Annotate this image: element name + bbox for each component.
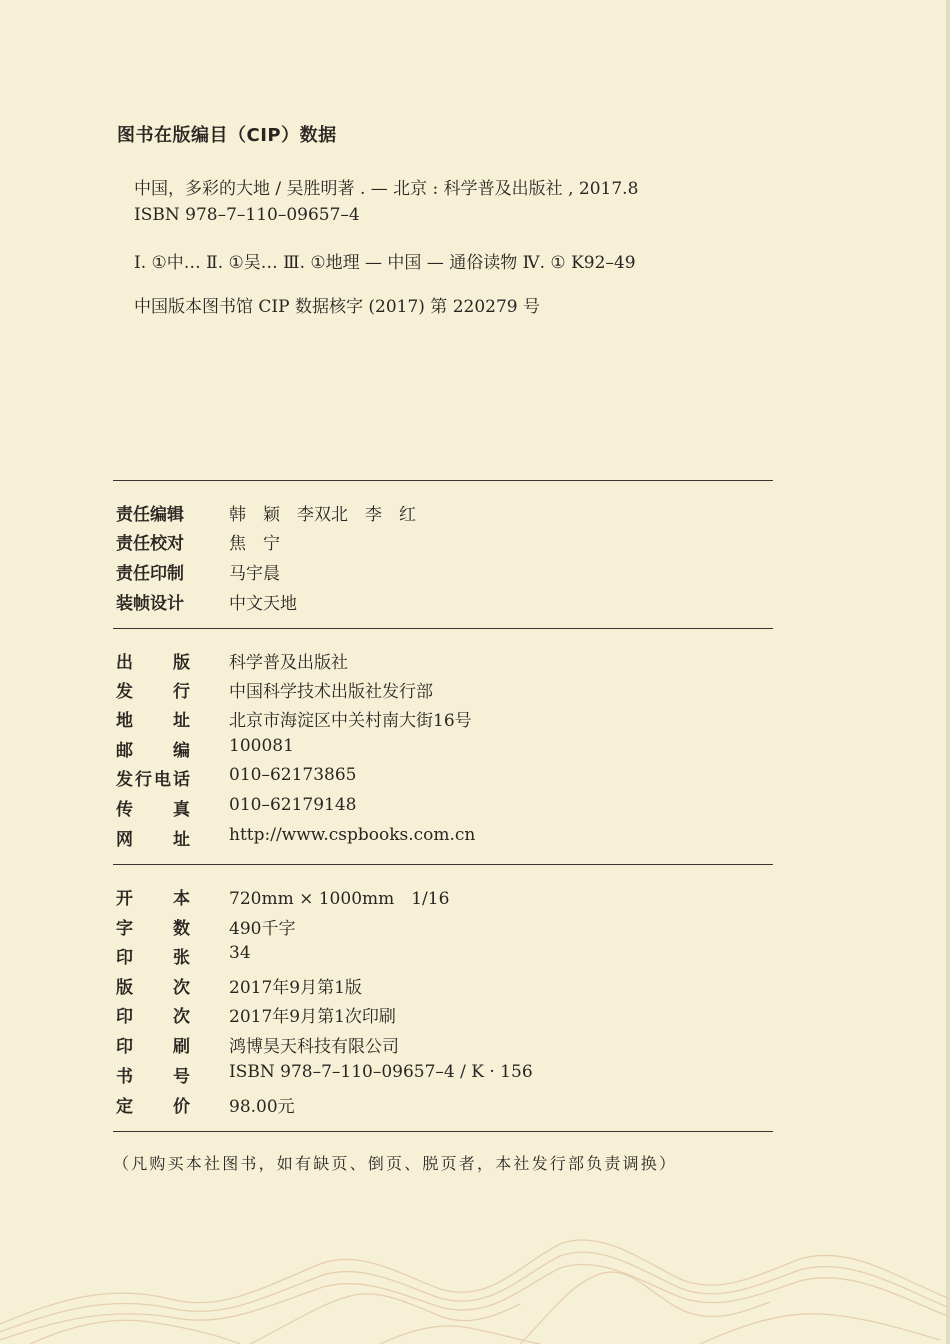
row-value: 中文天地 bbox=[229, 594, 297, 614]
divider bbox=[113, 1131, 773, 1132]
row-value: 中国科学技术出版社发行部 bbox=[229, 682, 433, 702]
row-label: 印 张 bbox=[116, 948, 190, 968]
row-value: 焦 宁 bbox=[229, 534, 280, 554]
row-value: 010–62173865 bbox=[229, 765, 357, 785]
row-label: 字 数 bbox=[116, 919, 190, 939]
row-value: 490千字 bbox=[229, 919, 296, 939]
cip-classification-line: Ⅰ. ①中… Ⅱ. ①吴… Ⅲ. ①地理 — 中国 — 通俗读物 Ⅳ. ① K92–49 bbox=[134, 253, 636, 273]
row-label: 印 次 bbox=[116, 1007, 190, 1027]
divider bbox=[113, 864, 773, 865]
row-label: 地 址 bbox=[116, 711, 190, 731]
mountain-decoration bbox=[0, 1204, 950, 1344]
row-value: 98.00元 bbox=[229, 1097, 295, 1117]
row-label: 邮 编 bbox=[116, 741, 190, 761]
row-value: 鸿博昊天科技有限公司 bbox=[229, 1037, 399, 1057]
row-label: 定 价 bbox=[116, 1097, 190, 1117]
divider bbox=[113, 480, 773, 481]
row-label: 责任印制 bbox=[116, 564, 184, 584]
row-label: 印 刷 bbox=[116, 1037, 190, 1057]
row-value: 马宇晨 bbox=[229, 564, 280, 584]
row-label: 责任校对 bbox=[116, 534, 184, 554]
row-label: 版 次 bbox=[116, 978, 190, 998]
cip-record-line: 中国版本图书馆 CIP 数据核字 (2017) 第 220279 号 bbox=[134, 297, 541, 317]
row-label: 开 本 bbox=[116, 889, 190, 909]
cip-title-line: 中国，多彩的大地 / 吴胜明著 . — 北京 : 科学普及出版社 , 2017.8 bbox=[134, 179, 639, 199]
row-value: 北京市海淀区中关村南大街16号 bbox=[229, 711, 472, 731]
row-label: 书 号 bbox=[116, 1067, 190, 1087]
row-value: 34 bbox=[229, 943, 251, 963]
replacement-notice: （凡购买本社图书，如有缺页、倒页、脱页者，本社发行部负责调换） bbox=[113, 1154, 678, 1173]
divider bbox=[113, 628, 773, 629]
row-value: ISBN 978–7–110–09657–4 / K · 156 bbox=[229, 1062, 533, 1082]
row-value: 科学普及出版社 bbox=[229, 653, 348, 673]
row-label: 责任编辑 bbox=[116, 505, 184, 525]
row-label: 发 行 bbox=[116, 682, 190, 702]
cip-heading: 图书在版编目（CIP）数据 bbox=[117, 125, 337, 146]
row-value: 720mm × 1000mm 1/16 bbox=[229, 889, 450, 909]
row-value: 010–62179148 bbox=[229, 795, 357, 815]
row-label: 传 真 bbox=[116, 800, 190, 820]
row-label: 装帧设计 bbox=[116, 594, 184, 614]
row-label: 网 址 bbox=[116, 830, 190, 850]
row-label: 出 版 bbox=[116, 653, 190, 673]
cip-isbn-line: ISBN 978–7–110–09657–4 bbox=[134, 205, 360, 225]
row-value: 2017年9月第1次印刷 bbox=[229, 1007, 396, 1027]
row-value: http://www.cspbooks.com.cn bbox=[229, 825, 476, 845]
row-label: 发行电话 bbox=[116, 770, 190, 790]
row-value: 韩 颖 李双北 李 红 bbox=[229, 505, 416, 525]
page-edge bbox=[946, 0, 950, 1344]
row-value: 100081 bbox=[229, 736, 294, 756]
row-value: 2017年9月第1版 bbox=[229, 978, 362, 998]
